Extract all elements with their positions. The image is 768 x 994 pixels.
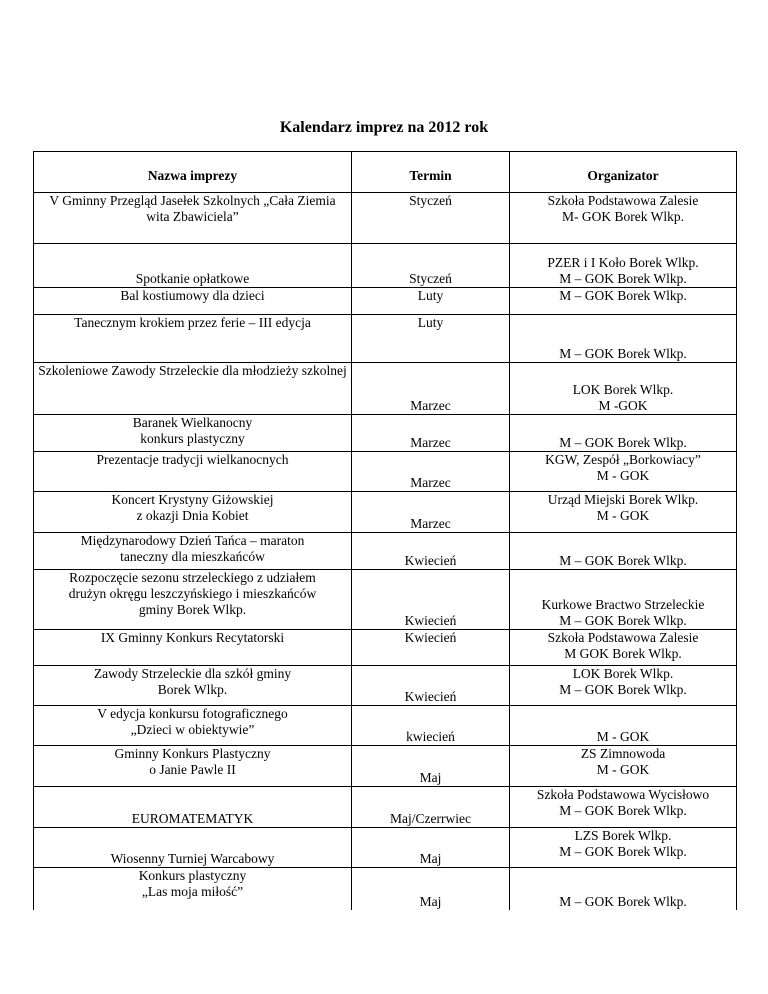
event-organizer-cell: Kurkowe Bractwo Strzeleckie M – GOK Borek Wlkp. (510, 570, 737, 630)
event-name-cell: Wiosenny Turniej Warcabowy (34, 828, 352, 868)
table-row (34, 452, 737, 492)
event-name-cell: V Gminny Przegląd Jasełek Szkolnych „Cała Ziemia wita Zbawiciela” (34, 193, 352, 244)
event-date-cell: Styczeń (352, 193, 510, 244)
event-organizer-cell: Szkoła Podstawowa Zalesie M- GOK Borek Wlkp. (510, 193, 737, 244)
table-row (34, 193, 737, 244)
events-table (33, 151, 737, 910)
column-header-date: Termin (352, 152, 510, 193)
event-date-cell: Maj (352, 868, 510, 910)
table-row (34, 630, 737, 666)
event-date-cell: Kwiecień (352, 533, 510, 570)
table-row (34, 363, 737, 415)
table-row (34, 288, 737, 315)
table-row (34, 244, 737, 288)
event-date-cell: kwiecień (352, 706, 510, 746)
event-date-cell: Kwiecień (352, 666, 510, 706)
event-organizer-cell: ZS Zimnowoda M - GOK (510, 746, 737, 787)
event-organizer-cell: LZS Borek Wlkp. M – GOK Borek Wlkp. (510, 828, 737, 868)
table-header-row (34, 152, 737, 193)
event-organizer-cell: M – GOK Borek Wlkp. (510, 868, 737, 910)
event-organizer-cell: Szkoła Podstawowa Wycisłowo M – GOK Borek Wlkp. (510, 787, 737, 828)
event-organizer-cell: M – GOK Borek Wlkp. (510, 533, 737, 570)
event-date-cell: Marzec (352, 415, 510, 452)
event-organizer-cell: M – GOK Borek Wlkp. (510, 415, 737, 452)
event-name-cell: IX Gminny Konkurs Recytatorski (34, 630, 352, 666)
event-date-cell: Styczeń (352, 244, 510, 288)
event-name-cell: Rozpoczęcie sezonu strzeleckiego z udziałem drużyn okręgu leszczyńskiego i mieszkańców gminy Borek Wlkp. (34, 570, 352, 630)
table-row (34, 828, 737, 868)
event-date-cell: Kwiecień (352, 570, 510, 630)
event-date-cell: Kwiecień (352, 630, 510, 666)
column-header-name: Nazwa imprezy (34, 152, 352, 193)
page-title: Kalendarz imprez na 2012 rok (279, 119, 489, 136)
event-name-cell: Baranek Wielkanocny konkurs plastyczny (34, 415, 352, 452)
event-name-cell: Prezentacje tradycji wielkanocnych (34, 452, 352, 492)
event-date-cell: Luty (352, 315, 510, 363)
event-organizer-cell: KGW, Zespół „Borkowiacy” M - GOK (510, 452, 737, 492)
event-date-cell: Maj (352, 746, 510, 787)
event-name-cell: Koncert Krystyny Giżowskiej z okazji Dnia Kobiet (34, 492, 352, 533)
event-date-cell: Luty (352, 288, 510, 315)
event-name-cell: V edycja konkursu fotograficznego „Dzieci w obiektywie” (34, 706, 352, 746)
table-row (34, 868, 737, 910)
event-date-cell: Marzec (352, 492, 510, 533)
event-name-cell: Tanecznym krokiem przez ferie – III edycja (34, 315, 352, 363)
table-row (34, 706, 737, 746)
event-name-cell: Bal kostiumowy dla dzieci (34, 288, 352, 315)
table-row (34, 533, 737, 570)
event-name-cell: EUROMATEMATYK (34, 787, 352, 828)
event-name-cell: Konkurs plastyczny „Las moja miłość” (34, 868, 352, 910)
table-row (34, 315, 737, 363)
table-row (34, 415, 737, 452)
event-date-cell: Maj/Czerrwiec (352, 787, 510, 828)
event-organizer-cell: LOK Borek Wlkp. M – GOK Borek Wlkp. (510, 666, 737, 706)
event-organizer-cell: Szkoła Podstawowa Zalesie M GOK Borek Wlkp. (510, 630, 737, 666)
event-organizer-cell: M - GOK (510, 706, 737, 746)
table-row (34, 666, 737, 706)
table-row (34, 570, 737, 630)
event-organizer-cell: Urząd Miejski Borek Wlkp. M - GOK (510, 492, 737, 533)
event-date-cell: Maj (352, 828, 510, 868)
event-organizer-cell: M – GOK Borek Wlkp. (510, 315, 737, 363)
event-date-cell: Marzec (352, 363, 510, 415)
event-name-cell: Szkoleniowe Zawody Strzeleckie dla młodzieży szkolnej (34, 363, 352, 415)
event-date-cell: Marzec (352, 452, 510, 492)
event-organizer-cell: M – GOK Borek Wlkp. (510, 288, 737, 315)
event-name-cell: Gminny Konkurs Plastyczny o Janie Pawle II (34, 746, 352, 787)
event-organizer-cell: PZER i I Koło Borek Wlkp. M – GOK Borek Wlkp. (510, 244, 737, 288)
column-header-organizer: Organizator (510, 152, 737, 193)
event-name-cell: Spotkanie opłatkowe (34, 244, 352, 288)
table-row (34, 492, 737, 533)
event-name-cell: Zawody Strzeleckie dla szkół gminy Borek Wlkp. (34, 666, 352, 706)
event-name-cell: Międzynarodowy Dzień Tańca – maraton taneczny dla mieszkańców (34, 533, 352, 570)
event-organizer-cell: LOK Borek Wlkp. M -GOK (510, 363, 737, 415)
table-row (34, 746, 737, 787)
table-row (34, 787, 737, 828)
